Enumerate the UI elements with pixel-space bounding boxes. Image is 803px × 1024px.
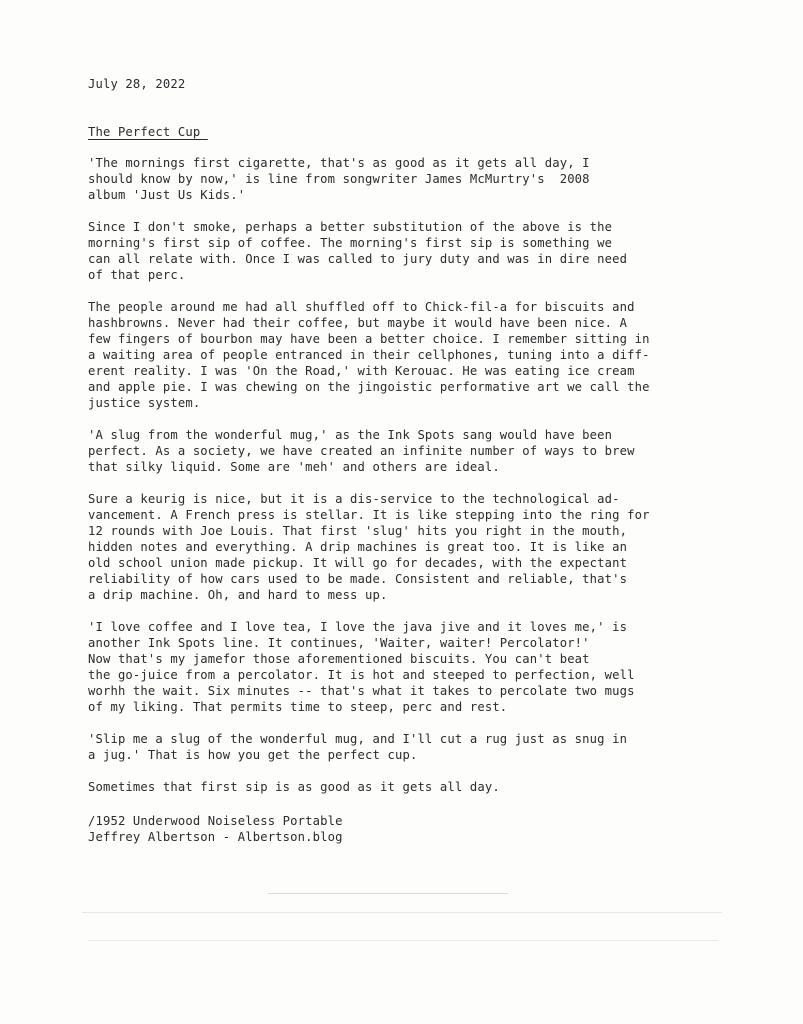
- ink-smudge: [82, 912, 722, 913]
- paragraph-4: 'A slug from the wonderful mug,' as the Ink Spots sang would have been perfect. As a society, we have created an infinite number of ways to brew that silky liquid. Some are 'meh' and others are ideal.: [88, 428, 635, 474]
- ink-smudge: [88, 940, 718, 941]
- paragraph-6: 'I love coffee and I love tea, I love the java jive and it loves me,' is another Ink Spots line. It continues, 'Waiter, waiter! Percolator!' Now that's my jamefor those aforementioned biscuits. You can't beat the go-juice from a percolator. It is hot and steeped to perfection, well worhh the wait. Six minutes -- that's what it takes to percolate two mugs of my liking. That permits time to steep, perc and rest.: [88, 620, 635, 714]
- paragraph-7: 'Slip me a slug of the wonderful mug, and I'll cut a rug just as snug in a jug.' That is how you get the perfect cup.: [88, 732, 628, 762]
- paragraph-2: Since I don't smoke, perhaps a better substitution of the above is the morning's first sip of coffee. The morning's first sip is something we can all relate with. Once I was called to jury duty and was in dire need of that perc.: [88, 220, 628, 282]
- letter-date: July 28, 2022: [88, 77, 186, 91]
- ink-smudge: [268, 893, 508, 894]
- paragraph-1: 'The mornings first cigarette, that's as good as it gets all day, I should know by now,' is line from songwriter James McMurtry's 2008 album 'Just Us Kids.': [88, 156, 590, 202]
- signature-typewriter: /1952 Underwood Noiseless Portable: [88, 814, 343, 828]
- paragraph-8: Sometimes that first sip is as good as it gets all day.: [88, 780, 500, 794]
- paragraph-3: The people around me had all shuffled off to Chick-fil-a for biscuits and hashbrowns. Never had their coffee, but maybe it would have been nice. A few fingers of bourbon may have been a better choice. I remember sitting in a waiting area of people entranced in their cellphones, tuning into a diff- erent reality. I was 'On the Road,' with Kerouac. He was eating ice cream and apple pie. I was chewing on the jingoistic performative art we call the justice system.: [88, 300, 650, 410]
- signature-author: Jeffrey Albertson - Albertson.blog: [88, 830, 343, 844]
- letter-title: The Perfect Cup: [88, 125, 208, 139]
- paragraph-5: Sure a keurig is nice, but it is a dis-service to the technological ad- vancement. A French press is stellar. It is like stepping into the ring for 12 rounds with Joe Louis. That first 'slug' hits you right in the mouth, hidden notes and everything. A drip machines is great too. It is like an old school union made pickup. It will go for decades, with the expectant reliability of how cars used to be made. Consistent and reliable, that's a drip machine. Oh, and hard to mess up.: [88, 492, 650, 602]
